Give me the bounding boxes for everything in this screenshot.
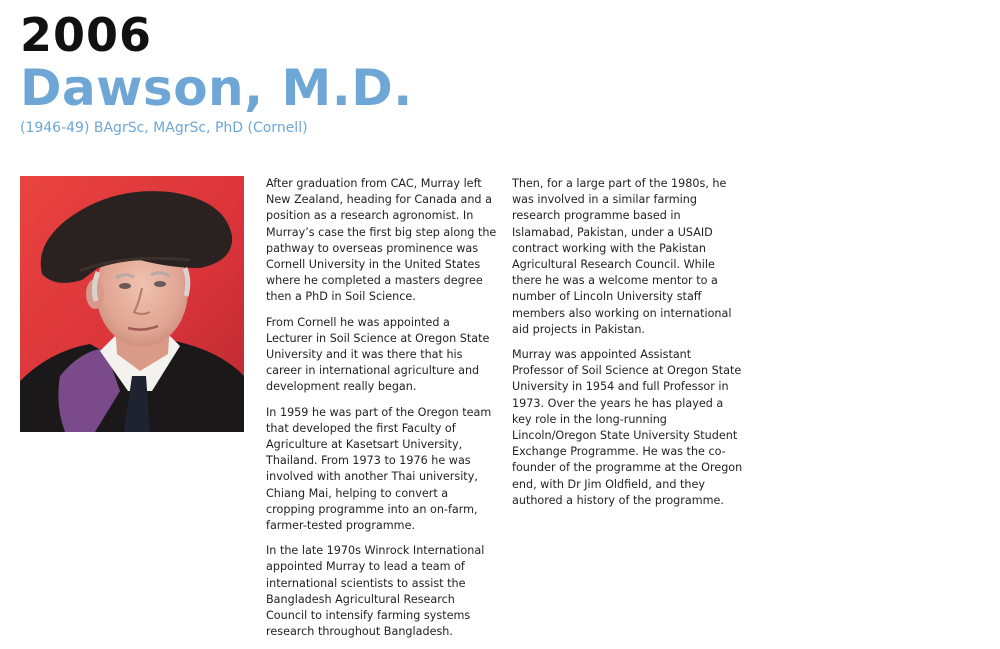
person-name: Dawson, M.D. [20, 59, 413, 117]
year-heading: 2006 [20, 8, 153, 62]
article-column-1 [266, 176, 498, 649]
paragraph: In 1959 he was part of the Oregon team that developed the first Faculty of Agriculture at Kasetsart University, Thailand. From 1973 to 1976 he was involved with another Thai university, Chiang Mai, helping to convert a cropping programme into an on-farm, farmer-tested programme. [266, 405, 492, 533]
credentials: (1946-49) BAgrSc, MAgrSc, PhD (Cornell) [20, 120, 308, 136]
paragraph: After graduation from CAC, Murray left New Zealand, heading for Canada and a position as a research agronomist. In Murray’s case the first big step along the pathway to overseas prominence was Cornell University in the United States where he completed a masters degree then a PhD in Soil Science. [266, 177, 497, 304]
paragraph: In the late 1970s Winrock International appointed Murray to lead a team of international scientists to assist the Bangladesh Agricultural Research Council to intensify farming systems research throughout Bangladesh. [266, 544, 485, 639]
paragraph: Then, for a large part of the 1980s, he was involved in a similar farming research programme based in Islamabad, Pakistan, under a USAID contract working with the Pakistan Agricultural Research Council. While there he was a welcome mentor to a number of Lincoln University staff members also working on international aid projects in Pakistan. [512, 177, 732, 336]
article-column-2 [512, 176, 744, 518]
portrait-photo [20, 176, 244, 432]
paragraph: Murray was appointed Assistant Professor of Soil Science at Oregon State University in 1954 and full Professor in 1973. Over the years he has played a key role in the long-running Lincoln/Oregon State University Student Exchange Programme. He was the co-founder of the programme at the Oregon end, with Dr Jim Oldfield, and they authored a history of the programme. [512, 348, 743, 507]
paragraph: From Cornell he was appointed a Lecturer in Soil Science at Oregon State University and it was there that his career in international agriculture and development really began. [266, 315, 490, 394]
